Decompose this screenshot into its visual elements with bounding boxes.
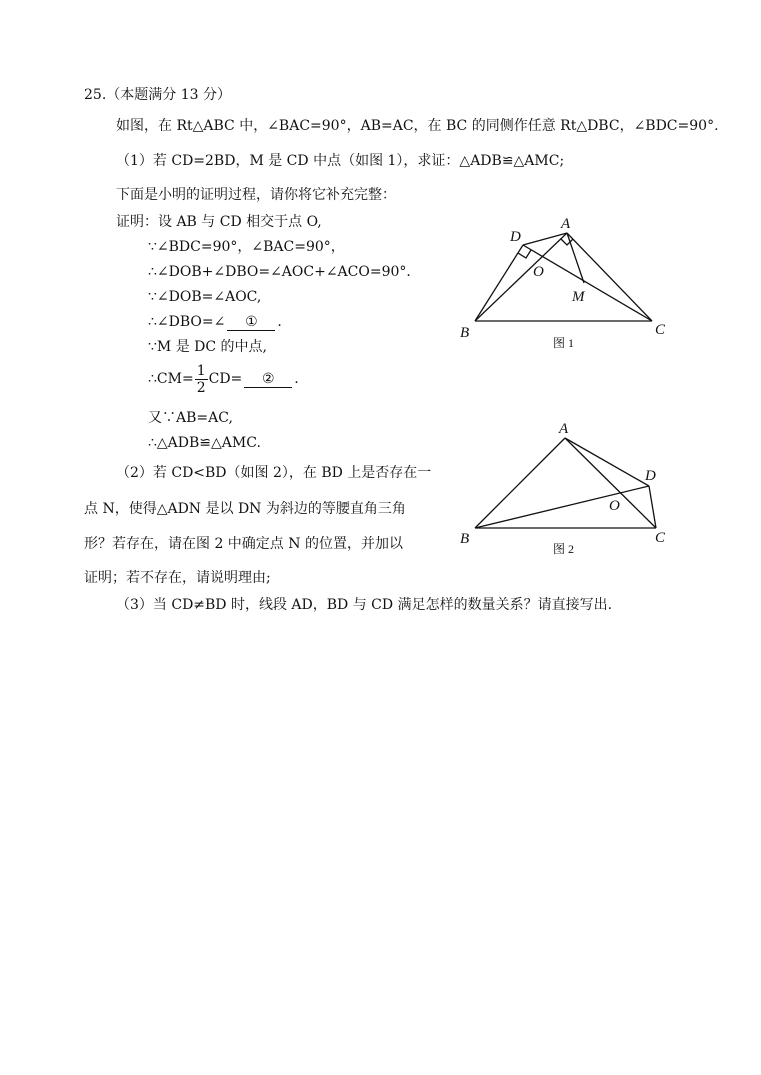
part1-statement: （1）若 CD=2BD，M 是 CD 中点（如图 1），求证：△ADB≌△AMC; bbox=[116, 153, 565, 169]
proof-line-2: ∵∠BDC=90°，∠BAC=90°， bbox=[148, 239, 345, 255]
fig2-label-A: A bbox=[559, 421, 569, 437]
fraction-numerator: 1 bbox=[196, 362, 206, 379]
fig1-right-angle-A bbox=[561, 239, 573, 245]
fig1-segment-AC bbox=[567, 233, 652, 321]
proof-line-9: ∴△ADB≌△AMC. bbox=[148, 435, 261, 451]
fig1-segment-BD bbox=[475, 245, 523, 321]
fig1-label-O: O bbox=[533, 264, 544, 280]
fig1-label-D: D bbox=[510, 229, 521, 245]
fig1-label-B: B bbox=[460, 325, 470, 341]
fig2-caption: 图 2 bbox=[553, 542, 575, 556]
fig2-label-D: D bbox=[645, 468, 656, 484]
proof-line-5-prefix: ∴∠DBO=∠ bbox=[148, 314, 226, 330]
fig1-segment-AD bbox=[523, 233, 567, 245]
proof-line-7 bbox=[148, 362, 299, 396]
answer-blank-1[interactable]: ① bbox=[227, 314, 275, 331]
fraction-one-half bbox=[195, 363, 208, 396]
proof-line-4: ∵∠DOB=∠AOC, bbox=[148, 289, 262, 305]
answer-blank-2[interactable]: ② bbox=[244, 371, 292, 388]
proof-line-7-mid: CD= bbox=[208, 371, 243, 387]
fig2-segment-AD bbox=[565, 438, 649, 486]
part3-statement: （3）当 CD≠BD 时，线段 AD，BD 与 CD 满足怎样的数量关系？请直接写出. bbox=[116, 597, 613, 613]
fig2-segment-BD bbox=[475, 486, 649, 528]
fig1-caption: 图 1 bbox=[553, 336, 575, 350]
fraction-denominator: 2 bbox=[196, 379, 206, 396]
fig2-label-O: O bbox=[609, 498, 620, 514]
fig2-segment-BA bbox=[475, 438, 565, 528]
part2-line-2: 点 N，使得△ADN 是以 DN 为斜边的等腰直角三角 bbox=[84, 501, 406, 517]
fig1-segment-DC bbox=[523, 245, 652, 321]
fig1-right-angle-D bbox=[518, 250, 531, 258]
proof-lead: 下面是小明的证明过程，请你将它补充完整： bbox=[116, 187, 396, 203]
proof-line-6: ∵M 是 DC 的中点, bbox=[148, 339, 267, 355]
proof-line-3: ∴∠DOB+∠DBO=∠AOC+∠ACO=90°． bbox=[148, 264, 421, 280]
proof-line-7-suffix: . bbox=[294, 371, 299, 387]
fig1-label-A: A bbox=[561, 216, 571, 232]
fig2-segment-AC bbox=[565, 438, 656, 528]
problem-heading: 25.（本题满分 13 分） bbox=[84, 87, 231, 103]
fig1-segment-BA bbox=[475, 233, 567, 321]
proof-line-5-suffix: . bbox=[277, 314, 282, 330]
fig2-segment-DC bbox=[649, 486, 656, 528]
proof-line-8: 又∵AB=AC, bbox=[148, 410, 233, 426]
proof-line-5 bbox=[148, 312, 282, 332]
part2-line-4: 证明；若不存在，请说明理由; bbox=[84, 570, 271, 586]
fig1-label-M: M bbox=[572, 289, 585, 305]
proof-line-1: 证明：设 AB 与 CD 相交于点 O, bbox=[116, 214, 322, 230]
fig2-label-C: C bbox=[655, 530, 666, 546]
fig1-segment-AM bbox=[567, 233, 584, 283]
fig1-label-C: C bbox=[655, 322, 666, 338]
fig2-label-B: B bbox=[460, 531, 470, 547]
part2-line-3: 形？若存在，请在图 2 中确定点 N 的位置，并加以 bbox=[84, 536, 403, 552]
proof-line-7-prefix: ∴CM= bbox=[148, 371, 194, 387]
part2-line-1: （2）若 CD<BD（如图 2），在 BD 上是否存在一 bbox=[116, 465, 432, 481]
problem-intro: 如图，在 Rt△ABC 中，∠BAC=90°，AB=AC，在 BC 的同侧作任意 Rt△DBC，∠BDC=90°. bbox=[116, 118, 719, 134]
